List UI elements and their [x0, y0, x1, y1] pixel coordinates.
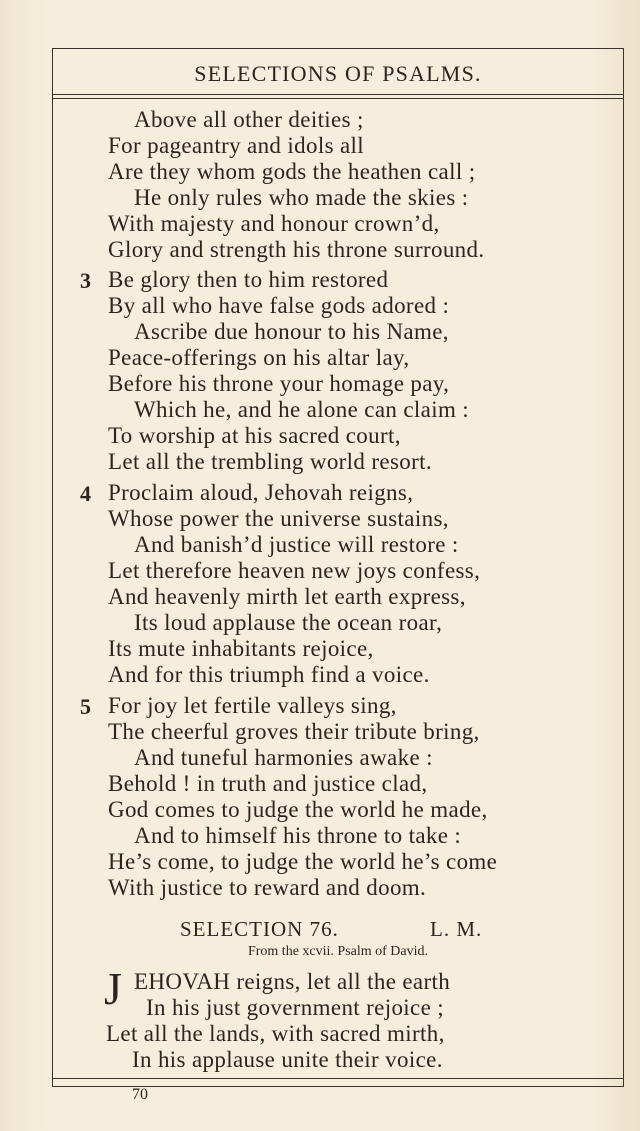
verse-line: EHOVAH reigns, let all the earth — [134, 969, 451, 994]
verse-line: Behold ! in truth and justice clad, — [108, 771, 428, 796]
verse-line: To worship at his sacred court, — [108, 423, 401, 448]
verse-line: Glory and strength his throne surround. — [108, 237, 485, 262]
verse-line: God comes to judge the world he made, — [108, 797, 488, 822]
verse-line: And tuneful harmonies awake : — [134, 745, 433, 770]
verse-line: Be glory then to him restored — [108, 267, 389, 292]
header-rule — [52, 94, 624, 99]
verse-line: Are they whom gods the heathen call ; — [108, 159, 476, 184]
verse-line: With majesty and honour crown’d, — [108, 211, 440, 236]
verse-line: Its mute inhabitants rejoice, — [108, 636, 374, 661]
verse-line: In his applause unite their voice. — [132, 1047, 443, 1072]
page-number: 70 — [132, 1086, 148, 1103]
verse-line: He only rules who made the skies : — [134, 185, 469, 210]
stanza-number: 4 — [80, 481, 91, 506]
verse-line: He’s come, to judge the world he’s come — [108, 849, 498, 874]
verse-line: In his just government rejoice ; — [146, 995, 444, 1020]
verse-line: The cheerful groves their tribute bring, — [108, 719, 480, 744]
verse-line: Whose power the universe sustains, — [108, 506, 449, 531]
verse-line: Let therefore heaven new joys confess, — [108, 558, 481, 583]
verse-line: For joy let fertile valleys sing, — [108, 693, 397, 718]
verse-line: And banish’d justice will restore : — [134, 532, 459, 557]
verse-line: Its loud applause the ocean roar, — [134, 610, 443, 635]
verse-line: Above all other deities ; — [134, 107, 364, 132]
verse-line: Before his throne your homage pay, — [108, 371, 450, 396]
verse-line: Peace-offerings on his altar lay, — [108, 345, 410, 370]
verse-line: Let all the trembling world resort. — [108, 449, 432, 474]
verse-line: For pageantry and idols all — [108, 133, 365, 158]
stanza-number: 5 — [80, 694, 91, 719]
verse-line: Ascribe due honour to his Name, — [134, 319, 449, 344]
verse-line: Proclaim aloud, Jehovah reigns, — [108, 480, 414, 505]
selection-meter: L. M. — [430, 917, 483, 941]
verse-line: Let all the lands, with sacred mirth, — [106, 1021, 445, 1046]
drop-cap: J — [104, 963, 122, 1014]
stanza-number: 3 — [80, 268, 91, 293]
verse-line: And to himself his throne to take : — [134, 823, 462, 848]
running-header: SELECTIONS OF PSALMS. — [194, 61, 482, 86]
selection-title: SELECTION 76. — [180, 917, 339, 941]
verse-line: And heavenly mirth let earth express, — [108, 584, 466, 609]
verse-line: And for this triumph find a voice. — [108, 662, 430, 687]
verse-line: Which he, and he alone can claim : — [134, 397, 470, 422]
verse-line: By all who have false gods adored : — [108, 293, 450, 318]
verse-line: With justice to reward and doom. — [108, 875, 427, 900]
selection-subtitle: From the xcvii. Psalm of David. — [247, 944, 429, 959]
